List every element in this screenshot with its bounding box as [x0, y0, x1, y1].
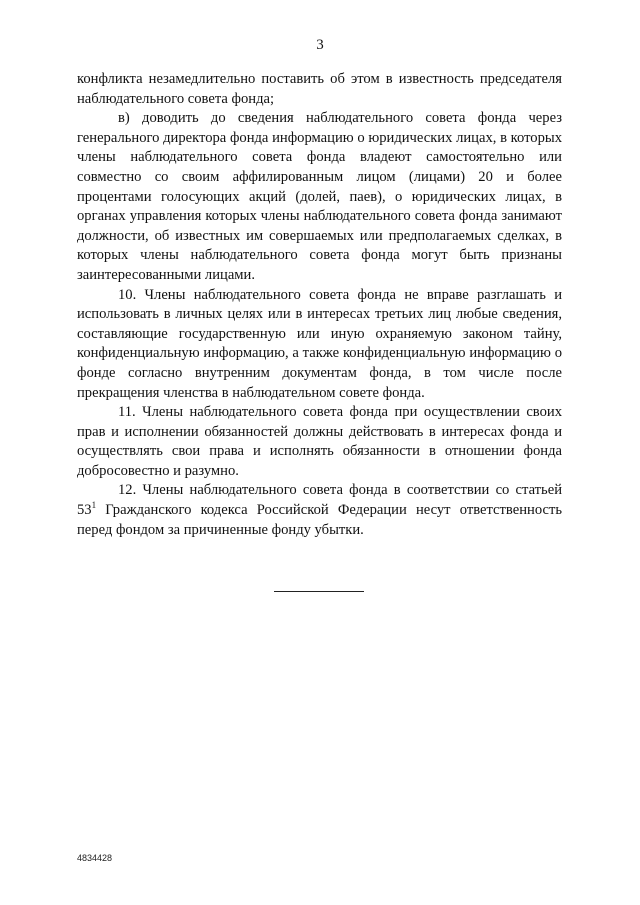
paragraph-continuation: конфликта незамедлительно поставить об этом в известность председателя наблюдательного совета фонда; [77, 71, 562, 107]
document-code: 4834428 [77, 853, 113, 863]
paragraph-item-v: в) доводить до сведения наблюдательного совета фонда через генерального директора фонда информацию о юридических лицах, в которых члены наблюдательного совета фонда владеют самостоятельно или совместно со своим аффилированным лицом (лицами) 20 и более процентами голосующих акций (долей, паев), о юридических лицах, в органах управления которых члены наблюдательного совета фонда занимают должности, об известных им совершаемых или предполагаемых сделках, в которых члены наблюдательного совета фонда могут быть признаны заинтересованными лицами. [77, 110, 562, 283]
paragraph-12-text-after: Гражданского кодекса Российской Федерации несут ответственность перед фондом за причиненные фонду убытки. [77, 502, 562, 538]
paragraph-10: 10. Члены наблюдательного совета фонда не вправе разглашать и использовать в личных целях или в интересах третьих лиц любые сведения, составляющие государственную или иную охраняемую законом тайну, конфиденциальную информацию, а также конфиденциальную информацию о фонде согласно внутренним документам фонда, в том числе после прекращения членства в наблюдательном совете фонда. [77, 286, 562, 401]
document-body [77, 70, 562, 540]
paragraph-12 [77, 481, 562, 540]
article-superscript: 1 [91, 500, 97, 511]
paragraph-11: 11. Члены наблюдательного совета фонда при осуществлении своих прав и исполнении обязанностей должны действовать в интересах фонда и осуществлять свои права и исполнять обязанности в отношении фонда добросовестно и разумно. [77, 404, 562, 479]
page-number: 3 [316, 37, 324, 53]
end-separator-line [274, 591, 364, 592]
paragraph-12-text-before: 12. Члены наблюдательного совета фонда в соответствии со статьей 53 [77, 482, 562, 519]
